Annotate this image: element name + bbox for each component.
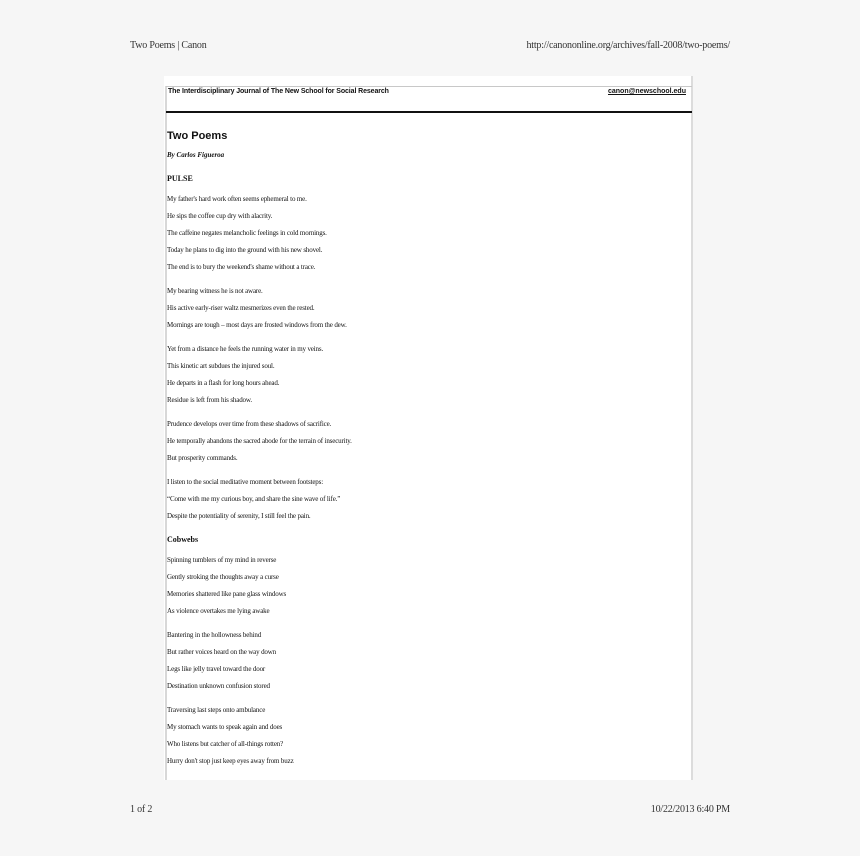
- poem-line: My stomach wants to speak again and does: [167, 723, 283, 731]
- article-content: [167, 128, 687, 780]
- poem-line: Residue is left from his shadow.: [167, 396, 252, 404]
- poem-line: Despite the potentiality of serenity, I still feel the pain.: [167, 512, 311, 520]
- poem-line: Hurry don't stop just keep eyes away from buzz: [167, 757, 294, 765]
- article-title: Two Poems: [167, 130, 228, 142]
- poem-line: Memories shattered like pane glass windows: [167, 590, 287, 598]
- poem-line: Mornings are tough – most days are frosted windows from the dew.: [167, 321, 347, 329]
- poem-line: Destination unknown confusion stored: [167, 682, 270, 690]
- journal-name: The Interdisciplinary Journal of The New School for Social Research: [168, 88, 389, 95]
- poem-line: Legs like jelly travel toward the door: [167, 665, 266, 673]
- page-number: 1 of 2: [130, 804, 153, 815]
- poem-line: He departs in a flash for long hours ahead.: [167, 379, 280, 387]
- poem: [167, 535, 687, 773]
- poem-line: “Come with me my curious boy, and share the sine wave of life.”: [167, 495, 341, 503]
- poem-stanza: [167, 344, 687, 412]
- poem-line: Spinning tumblers of my mind in reverse: [167, 556, 277, 564]
- poem-line: But rather voices heard on the way down: [167, 648, 277, 656]
- poem-line: I listen to the social meditative moment between footsteps:: [167, 478, 323, 486]
- poem-line: Traversing last steps onto ambulance: [167, 706, 266, 714]
- article-byline: By Carlos Figueroa: [167, 151, 225, 159]
- poem-line: Prudence develops over time from these shadows of sacrifice.: [167, 420, 332, 428]
- poem-stanza: [167, 477, 687, 528]
- poem-stanza: [167, 419, 687, 470]
- poem-stanza: [167, 705, 687, 773]
- poem-line: But prosperity commands.: [167, 454, 238, 462]
- poem-line: Yet from a distance he feels the running water in my veins.: [167, 345, 324, 353]
- poem-stanza: [167, 194, 687, 279]
- poem-line: His active early-riser waltz mesmerizes even the rested.: [167, 304, 315, 312]
- print-timestamp: 10/22/2013 6:40 PM: [650, 804, 730, 815]
- print-header: [130, 40, 730, 51]
- poem-line: He sips the coffee cup dry with alacrity.: [167, 212, 273, 220]
- poem-stanza: [167, 630, 687, 698]
- print-footer: [130, 804, 730, 815]
- poems-container: [167, 174, 687, 773]
- poem-line: He temporally abandons the sacred abode for the terrain of insecurity.: [167, 437, 352, 445]
- poem-stanza: [167, 286, 687, 337]
- poem-line: My bearing witness he is not aware.: [167, 287, 263, 295]
- page-right-border: [691, 76, 693, 780]
- poem-line: Who listens but catcher of all-things rotten?: [167, 740, 284, 748]
- poem-line: Bantering in the hollowness behind: [167, 631, 262, 639]
- poem-line: As violence overtakes me lying awake: [167, 607, 270, 615]
- poem-stanza: [167, 555, 687, 623]
- contact-email-link[interactable]: canon@newschool.edu: [607, 88, 686, 95]
- poem-line: The end is to bury the weekend's shame without a trace.: [167, 263, 316, 271]
- poem-line: Gently stroking the thoughts away a curse: [167, 573, 279, 581]
- poem-title: PULSE: [167, 174, 193, 183]
- poem-line: Today he plans to dig into the ground with his new shovel.: [167, 246, 323, 254]
- poem: [167, 174, 687, 528]
- print-header-title: Two Poems | Canon: [130, 40, 207, 51]
- print-header-url: http://canononline.org/archives/fall-2008/two-poems/: [526, 40, 730, 51]
- poem-line: This kinetic art subdues the injured soul.: [167, 362, 275, 370]
- journal-masthead: [166, 86, 692, 113]
- poem-line: The caffeine negates melancholic feelings in cold mornings.: [167, 229, 327, 237]
- poem-line: My father's hard work often seems ephemeral to me.: [167, 195, 307, 203]
- poem-title: Cobwebs: [167, 535, 199, 544]
